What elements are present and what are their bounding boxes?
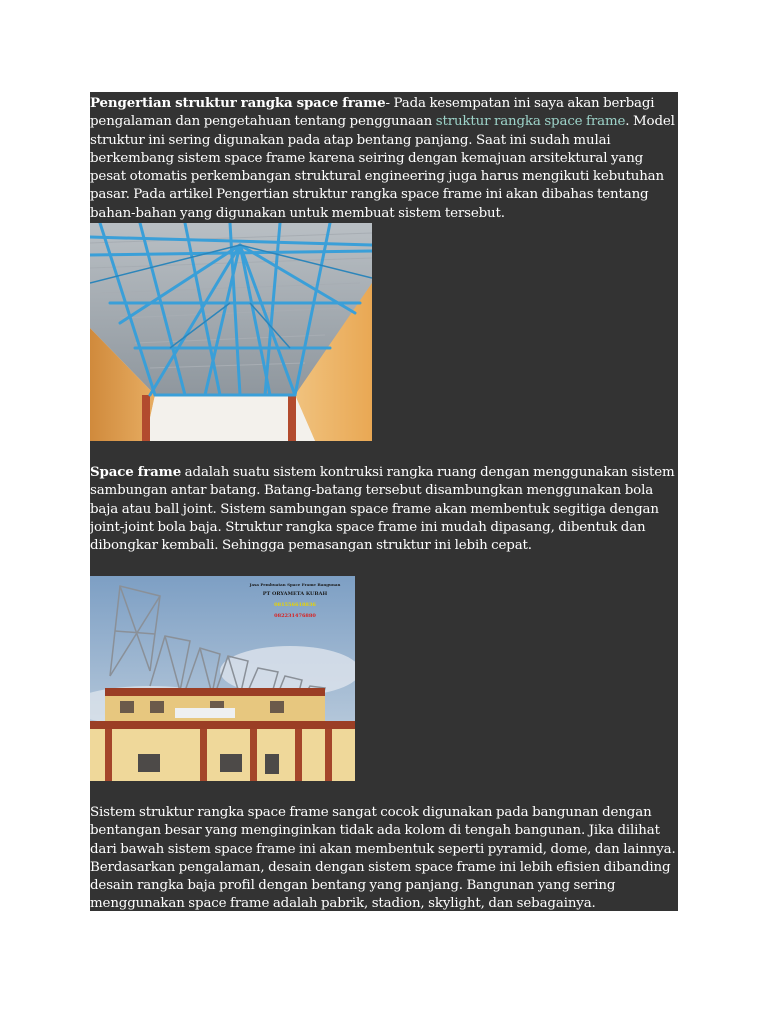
usage-text: Sistem struktur rangka space frame sangat cocok digunakan pada bangunan dengan bentangan besar yang menginginkan tidak ada kolom di tengah bangunan. Jika dilihat dari bawah sistem space frame ini akan membentuk seperti pyramid, dome, dan lainnya. Berdasarkan pengalaman, desain dengan sistem space frame ini lebih efisien dibanding desain rangka baja profil dengan bentang yang panjang. Bangunan yang sering menggunakan space frame adalah pabrik, stadion, skylight, dan sebagainya.: [90, 805, 676, 912]
paragraph-usage: [90, 804, 678, 914]
overlay-phone-1: 081556618836: [274, 602, 316, 608]
intro-text: - Pada kesempatan ini saya akan berbagi pengalaman dan pengetahuan tentang penggunaan: [90, 96, 655, 130]
definition-text: adalah suatu sistem kontruksi rangka ruang dengan menggunakan sistem sambungan antar batang. Batang-batang tersebut disambungkan menggunakan bola baja atau ball joint. Sistem sambungan space frame akan membentuk segitiga dengan joint-joint bola baja. Struktur rangka space frame ini mudah dipasang, dibentuk dan dibongkar kembali. Sehingga pemasangan struktur ini lebih cepat.: [90, 465, 675, 554]
article-body: [90, 92, 678, 911]
paragraph-intro: [90, 94, 678, 223]
roof-space-frame-photo: [90, 223, 372, 441]
paragraph-definition: [90, 463, 678, 555]
article-title: Pengertian struktur rangka space frame: [90, 95, 386, 111]
overlay-company: PT ORYAMETA KUBAH: [262, 591, 328, 597]
intro-rest-text: . Model struktur ini sering digunakan pada atap bentang panjang. Saat ini sudah mulai berkembang sistem space frame karena seiring dengan kemajuan arsitektural yang pesat otomatis perkembangan struktural engineering juga harus mengikuti kebutuhan pasar. Pada artikel Pengertian struktur rangka space frame ini akan dibahas tentang bahan-bahan yang digunakan untuk membuat sistem tersebut.: [90, 114, 675, 221]
building-space-frame-photo: [90, 576, 355, 781]
space-frame-term: Space frame: [90, 464, 182, 480]
overlay-caption: Jasa Pembuatan Space Frame Bangunan: [249, 582, 341, 587]
overlay-phone-2: 082231476880: [274, 613, 316, 619]
space-frame-link[interactable]: struktur rangka space frame: [435, 114, 626, 130]
